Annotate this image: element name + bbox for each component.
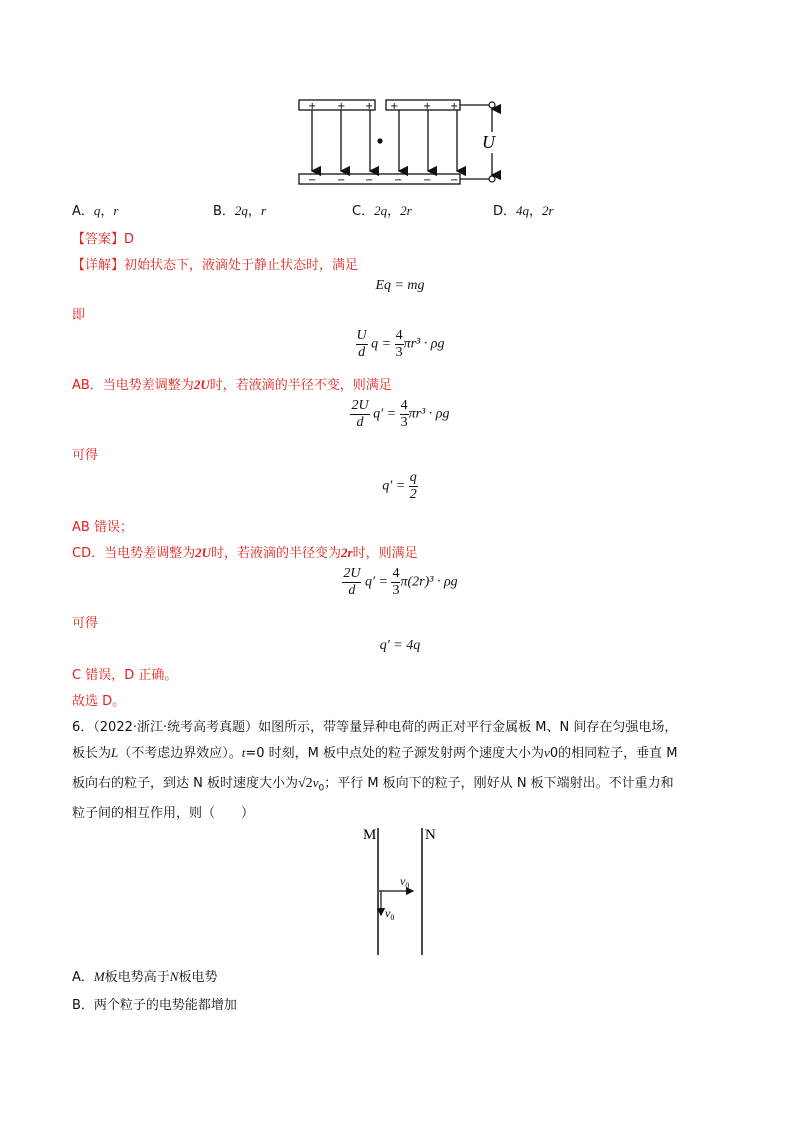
option-d: D．4q，2r [493, 203, 554, 219]
q6-option-b: B．两个粒子的电势能都增加 [72, 998, 237, 1013]
q6-option-a: A．M板电势高于N板电势 [72, 969, 218, 985]
droplet [377, 138, 382, 143]
plus-sign: + [308, 101, 317, 112]
c-wrong: C 错误，D 正确。 [72, 668, 178, 683]
ji-text: 即 [72, 308, 86, 323]
equation-1: Eq = mg [375, 278, 425, 293]
ab-wrong: AB 错误； [72, 520, 133, 535]
plus-sign: + [450, 101, 459, 112]
plus-sign: + [365, 101, 374, 112]
answer-value: D [124, 232, 135, 247]
answer-label: 【答案】 [72, 232, 125, 247]
equation-3: $\frac{2U}{d}$ q′ = $\frac{4}{3}$ πr³ · ρg [351, 398, 450, 430]
option-b: B．2q，r [213, 203, 266, 219]
equation-2: $\frac{U}{d}$ q = $\frac{4}{3}$ πr³ · ρg [356, 328, 445, 360]
q6-line-3: 板向右的粒子，到达 N 板时速度大小为$√2v_0$；平行 M 板向下的粒子，刚好从 N 板下端射出。不计重力和 [72, 775, 674, 794]
capacitor-figure [290, 95, 510, 190]
q6-line-1: 6．（2022·浙江·统考高考真题）如图所示，带等量异种电荷的两正对平行金属板 M、N 间存在匀强电场， [72, 720, 678, 735]
q6-line-2: 板长为L（不考虑边界效应）。t=0 时刻，M 板中点处的粒子源发射两个速度大小为v0的相同粒子，垂直 M [72, 745, 678, 761]
minus-sign: − [423, 175, 432, 186]
equation-6: q′ = 4q [379, 638, 421, 653]
option-a: A．q，r [72, 203, 119, 219]
detail-line [72, 254, 358, 273]
choose-d: 故选 D。 [72, 694, 126, 709]
v0-right-label: $v_0$ [400, 874, 410, 890]
parallel-plates-figure [355, 823, 445, 958]
minus-sign: − [450, 175, 459, 186]
q6-line-4: 粒子间的相互作用，则（ ） [72, 806, 255, 821]
plus-sign: + [337, 101, 346, 112]
equation-4: q′ = $\frac{q}{2}$ [382, 470, 417, 502]
detail-text: 初始状态下，液滴处于静止状态时，满足 [124, 258, 359, 273]
bottom-plate [299, 174, 460, 184]
plus-sign: + [423, 101, 432, 112]
minus-sign: − [337, 175, 346, 186]
option-c: C．2q，2r [352, 203, 412, 219]
plus-sign: + [390, 101, 399, 112]
cd-line: CD．当电势差调整为2U时，若液滴的半径变为2r时，则满足 [72, 545, 418, 561]
v0-down-label: $v_0$ [385, 906, 395, 922]
plate-n-label: N [425, 827, 436, 843]
plate-m-label: M [363, 827, 377, 843]
answer-line [72, 228, 134, 247]
kede-2: 可得 [72, 616, 99, 631]
equation-5: $\frac{2U}{d}$ q′ = $\frac{4}{3}$ π(2r)³ · ρg [343, 566, 458, 598]
voltage-label: U [482, 132, 495, 152]
ab-line: AB．当电势差调整为2U时，若液滴的半径不变，则满足 [72, 377, 392, 393]
minus-sign: − [308, 175, 317, 186]
kede-1: 可得 [72, 448, 99, 463]
detail-label: 【详解】 [72, 258, 125, 273]
minus-sign: − [365, 175, 374, 186]
minus-sign: − [394, 175, 403, 186]
